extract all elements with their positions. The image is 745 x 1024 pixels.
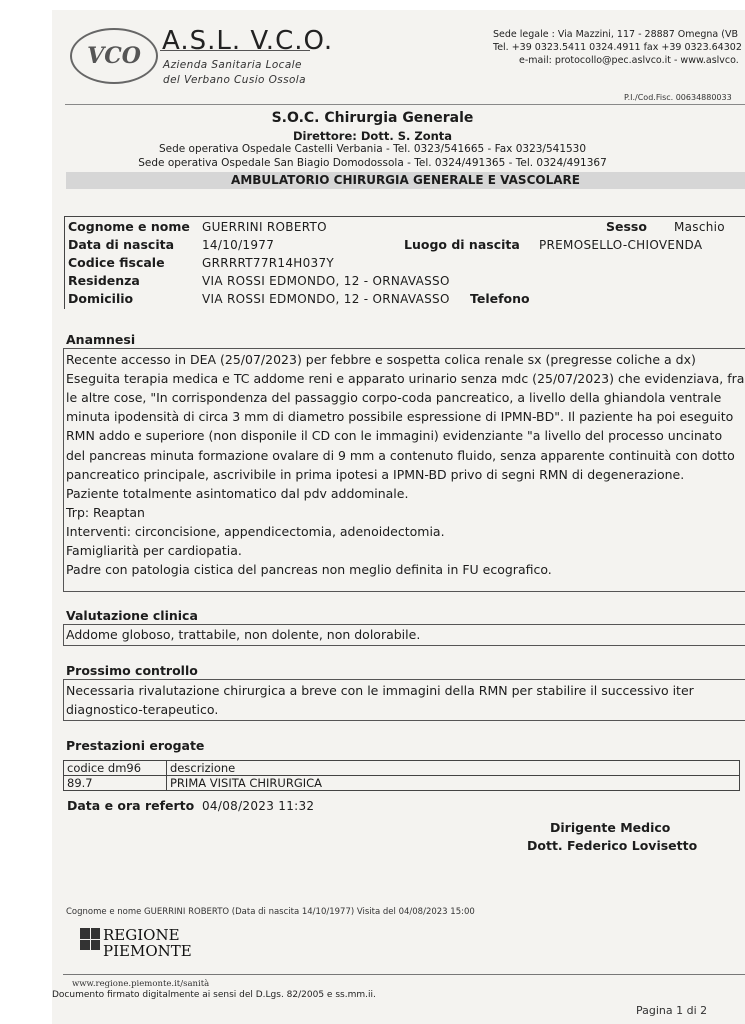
referto-datetime: 04/08/2023 11:32 <box>202 799 315 813</box>
header-rule <box>65 104 745 105</box>
department-title: S.O.C. Chirurgia Generale <box>271 110 474 126</box>
footer-rule <box>63 974 745 975</box>
table-header-cell: codice dm96 <box>64 761 167 776</box>
valutazione-text: Addome globoso, trattabile, non dolente, non dolorabile. <box>66 627 421 642</box>
name-label: Cognome e nome <box>68 219 190 234</box>
footer-firma: Documento firmato digitalmente ai sensi del D.Lgs. 82/2005 e ss.mm.ii. <box>52 990 376 1000</box>
ambulatorio-banner: AMBULATORIO CHIRURGIA GENERALE E VASCOLARE <box>66 172 745 189</box>
piemonte-label: PIEMONTE <box>103 942 192 960</box>
sede-legale: Sede legale : Via Mazzini, 117 - 28887 Omegna (VB <box>493 29 738 40</box>
regione-label: REGIONE <box>103 926 180 944</box>
org-subtitle-1: Azienda Sanitaria Locale <box>163 59 302 71</box>
asl-logo-text: VCO <box>87 43 141 69</box>
anamnesi-line: Padre con patologia cistica del pancreas non meglio definita in FU ecografico. <box>66 562 552 578</box>
controllo-line-1: Necessaria rivalutazione chirurgica a breve con le immagini della RMN per stabilire il successivo iter <box>66 683 694 698</box>
header-email: e-mail: protocollo@pec.aslvco.it - www.aslvco. <box>519 55 739 66</box>
asl-logo <box>70 28 158 84</box>
page-number: Pagina 1 di 2 <box>636 1004 708 1017</box>
birthplace-label: Luogo di nascita <box>404 237 520 252</box>
patient-name: GUERRINI ROBERTO <box>202 220 327 234</box>
residenza-label: Residenza <box>68 273 140 288</box>
patient-domicilio: VIA ROSSI EDMONDO, 12 - ORNAVASSO <box>202 292 450 306</box>
referto-label: Data e ora referto <box>67 798 195 813</box>
anamnesi-line: Trp: Reaptan <box>66 504 145 520</box>
header-tel: Tel. +39 0323.5411 0324.4911 fax +39 0323.64302 <box>493 42 742 53</box>
cf-label: Codice fiscale <box>68 255 165 270</box>
dob-label: Data di nascita <box>68 237 175 252</box>
signature-name <box>527 838 697 853</box>
org-name: A.S.L. V.C.O. <box>162 26 334 56</box>
anamnesi-line: RMN addo e superiore (non disponile il CD con le immagini) evidenziante "a livello del processo uncinato <box>66 428 723 444</box>
domicilio-label: Domicilio <box>68 291 134 306</box>
controllo-title: Prossimo controllo <box>66 663 198 678</box>
patient-residenza: VIA ROSSI EDMONDO, 12 - ORNAVASSO <box>202 274 450 288</box>
anamnesi-title: Anamnesi <box>66 332 136 347</box>
footer-url: www.regione.piemonte.it/sanità <box>72 979 210 989</box>
anamnesi-line: Paziente totalmente asintomatico dal pdv addominale. <box>66 485 409 501</box>
anamnesi-line: Famigliarità per cardiopatia. <box>66 543 242 558</box>
department-director: Direttore: Dott. S. Zonta <box>292 129 453 143</box>
valutazione-title: Valutazione clinica <box>66 608 198 623</box>
signature-role: Dirigente Medico <box>550 820 671 835</box>
anamnesi-line: Eseguita terapia medica e TC addome reni e apparato urinario senza mdc (25/07/2023) che evidenziava, fra <box>66 371 745 387</box>
patient-cf: GRRRRT77R14H037Y <box>202 256 335 270</box>
sex-label: Sesso <box>606 219 647 234</box>
regione-piemonte-logo <box>80 928 100 950</box>
prestazioni-title: Prestazioni erogate <box>66 738 205 753</box>
org-subtitle-2: del Verbano Cusio Ossola <box>163 74 306 86</box>
sede-verbania: Sede operativa Ospedale Castelli Verbania - Tel. 0323/541665 - Fax 0323/541530 <box>158 143 587 155</box>
telefono-label: Telefono <box>470 291 530 306</box>
table-header-row <box>64 761 740 776</box>
controllo-line-2: diagnostico-terapeutico. <box>66 702 219 717</box>
patient-birthplace: PREMOSELLO-CHIOVENDA <box>539 238 703 252</box>
footer-summary: Cognome e nome GUERRINI ROBERTO (Data di nascita 14/10/1977) Visita del 04/08/2023 15:00 <box>66 907 475 917</box>
anamnesi-line: del pancreas minuta formazione ovalare di 9 mm a contenuto fluido, senza apparente continuità con dotto <box>66 447 735 463</box>
partita-iva: P.I./Cod.Fisc. 00634880033 <box>624 93 732 102</box>
table-cell-description: PRIMA VISITA CHIRURGICA <box>167 776 740 791</box>
anamnesi-line: minuta ipodensità di circa 3 mm di diametro possibile espressione di IPMN-BD". Il paziente ha poi eseguito <box>66 409 734 425</box>
anamnesi-line: le altre cose, "In corrispondenza del passaggio corpo-coda pancreatico, a livello della ghiandola ventrale <box>66 390 722 406</box>
table-header-cell: descrizione <box>167 761 740 776</box>
table-cell-code: 89.7 <box>64 776 167 791</box>
anamnesi-line: Recente accesso in DEA (25/07/2023) per febbre e sospetta colica renale sx (pregresse coliche a dx) <box>66 352 696 367</box>
table-row <box>64 776 740 791</box>
anamnesi-line: pancreatico principale, ascrivibile in prima ipotesi a IPMN-BD privo di segni RMN di degenerazione. <box>66 466 685 482</box>
prestazioni-table <box>63 760 740 791</box>
signature-name-text: Dott. Federico Lovisetto <box>527 838 698 853</box>
patient-sex: Maschio <box>674 220 725 234</box>
header-divider <box>160 50 310 51</box>
sede-domodossola: Sede operativa Ospedale San Biagio Domodossola - Tel. 0324/491365 - Tel. 0324/491367 <box>138 157 607 169</box>
anamnesi-line: Interventi: circoncisione, appendicectomia, adenoidectomia. <box>66 523 445 539</box>
patient-dob: 14/10/1977 <box>202 238 275 252</box>
